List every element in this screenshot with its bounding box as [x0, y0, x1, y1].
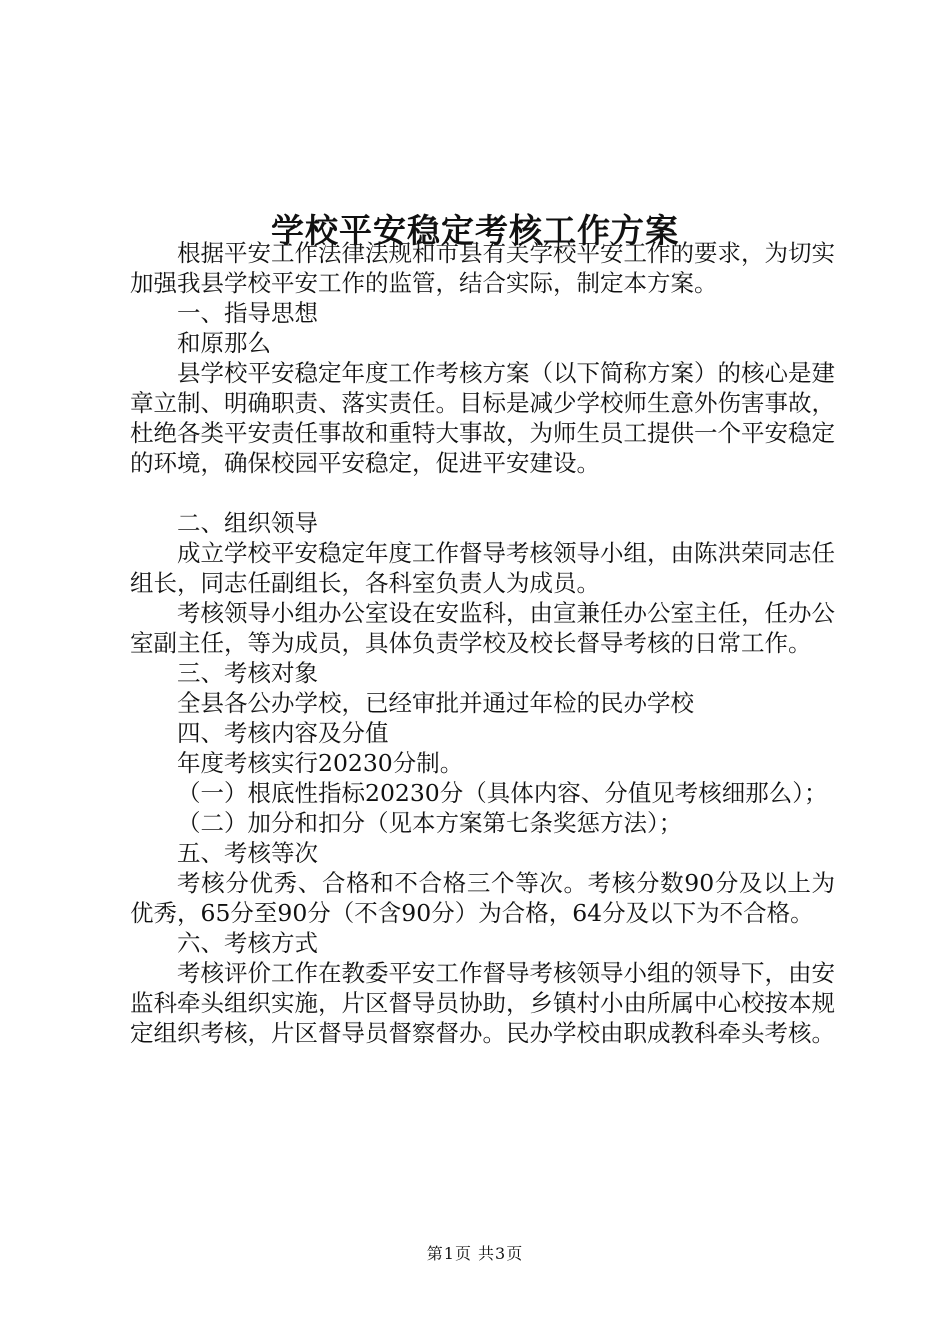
- paragraph-score-system: 年度考核实行20230分制。: [177, 749, 464, 777]
- document-body: [130, 238, 835, 1048]
- section-heading-guiding-ideology: 一、指导思想: [177, 299, 318, 327]
- paragraph-office: 考核领导小组办公室设在安监科，由宣兼任办公室主任，任办公室副主任，等为成员，具体负责学校及校长督导考核的日常工作。: [130, 599, 835, 657]
- paragraph-intro: 根据平安工作法律法规和市县有关学校平安工作的要求，为切实加强我县学校平安工作的监管，结合实际，制定本方案。: [130, 239, 835, 297]
- document-title: 学校平安稳定考核工作方案: [271, 211, 679, 251]
- paragraph-grades: 考核分优秀、合格和不合格三个等次。考核分数90分及以上为优秀，65分至90分（不含90分）为合格，64分及以下为不合格。: [130, 869, 835, 927]
- section-heading-grades: 五、考核等次: [177, 839, 318, 867]
- paragraph-targets: 全县各公办学校，已经审批并通过年检的民办学校: [177, 689, 694, 717]
- paragraph-leading-group: 成立学校平安稳定年度工作督导考核领导小组，由陈洪荣同志任组长，同志任副组长，各科室负责人为成员。: [130, 539, 835, 597]
- paragraph-bonus-deduction: （二）加分和扣分（见本方案第七条奖惩方法）；: [177, 809, 683, 837]
- section-heading-methods: 六、考核方式: [177, 929, 318, 957]
- paragraph-core-goal: 县学校平安稳定年度工作考核方案（以下简称方案）的核心是建章立制、明确职责、落实责任。目标是减少学校师生意外伤害事故，杜绝各类平安责任事故和重特大事故，为师生员工提供一个平安稳定的环境，确保校园平安稳定，促进平安建设。: [130, 359, 835, 477]
- section-heading-targets: 三、考核对象: [177, 659, 318, 687]
- page-number-footer: 第1页 共3页: [426, 1244, 524, 1263]
- section-heading-content-scores: 四、考核内容及分值: [177, 719, 389, 747]
- paragraph-principles: 和原那么: [177, 329, 271, 357]
- paragraph-methods: 考核评价工作在教委平安工作督导考核领导小组的领导下，由安监科牵头组织实施，片区督导员协助，乡镇村小由所属中心校按本规定组织考核，片区督导员督察督办。民办学校由职成教科牵头考核。: [130, 959, 835, 1047]
- paragraph-basic-indicators: （一）根底性指标20230分（具体内容、分值见考核细那么）；: [177, 779, 828, 807]
- section-heading-organization: 二、组织领导: [177, 509, 318, 537]
